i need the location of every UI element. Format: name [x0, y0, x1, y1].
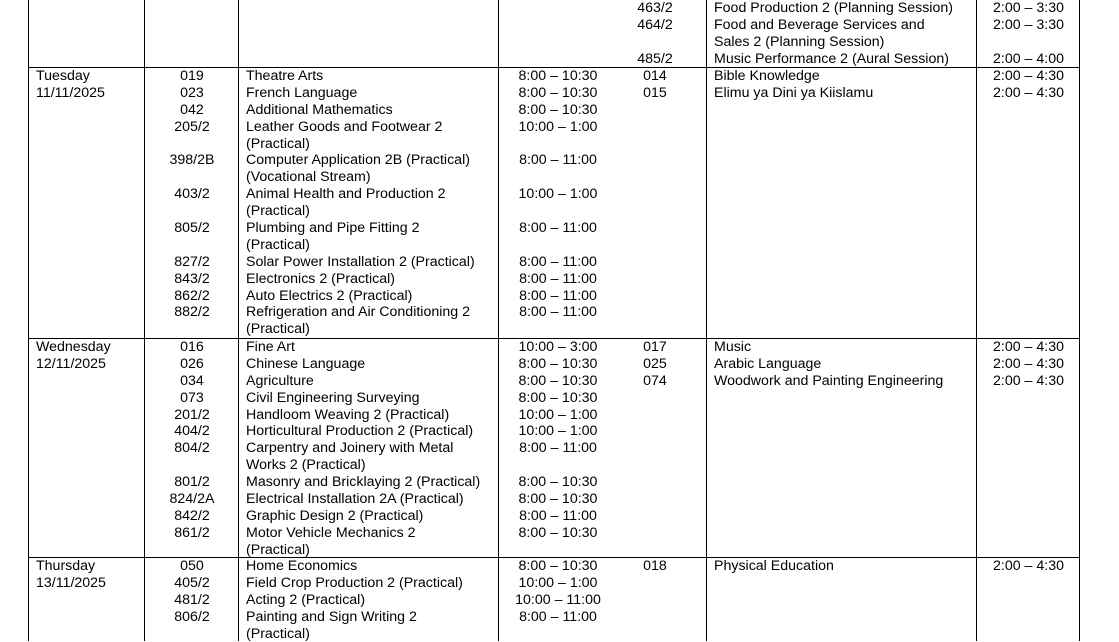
subject-line: (Practical): [246, 321, 310, 338]
paper-code: [618, 34, 692, 51]
afternoon-subject-cell: [714, 68, 976, 102]
time-slot: 2:00 – 4:00: [993, 50, 1064, 67]
paper-code: 205/2: [174, 118, 210, 135]
subject-line: Motor Vehicle Mechanics 2: [246, 524, 416, 541]
time-slot: [499, 203, 617, 220]
paper-code: 843/2: [174, 270, 210, 287]
time-slot: 8:00 – 10:30: [518, 558, 598, 574]
time-slot: 8:00 – 11:00: [519, 270, 597, 287]
time-slot: 2:00 – 3:30: [993, 16, 1064, 33]
subject-line: Agriculture: [246, 372, 314, 389]
exam-date: 12/11/2025: [36, 355, 106, 372]
subject-line: Animal Health and Production 2: [246, 186, 446, 203]
time-slot: 8:00 – 11:00: [519, 440, 597, 457]
time-slot: 8:00 – 10:30: [518, 101, 598, 118]
time-slot: 8:00 – 10:30: [518, 84, 598, 101]
morning-subject-cell: [246, 68, 498, 338]
time-slot: 8:00 – 11:00: [519, 287, 597, 304]
time-slot: [977, 34, 1080, 51]
morning-code-cell: [146, 339, 238, 559]
exam-date: 11/11/2025: [36, 84, 105, 101]
subject-line: Theatre Arts: [246, 68, 324, 84]
afternoon-code-cell: [618, 68, 692, 102]
day-name: Tuesday: [36, 68, 90, 84]
paper-code: 827/2: [174, 253, 210, 270]
time-slot: 8:00 – 11:00: [519, 304, 597, 321]
paper-code: 073: [180, 389, 204, 406]
afternoon-time-cell: [977, 558, 1080, 575]
paper-code: 806/2: [174, 608, 210, 625]
time-slot: 8:00 – 10:30: [518, 389, 598, 406]
time-slot: 2:00 – 4:30: [993, 355, 1064, 372]
subject-line: Computer Application 2B (Practical): [246, 152, 470, 169]
paper-code: 404/2: [174, 423, 210, 440]
paper-code: 805/2: [174, 220, 210, 237]
time-slot: [499, 169, 617, 186]
afternoon-subject-cell: [714, 339, 976, 390]
time-slot: 8:00 – 10:30: [518, 372, 598, 389]
paper-code: 014: [643, 68, 667, 84]
time-slot: 10:00 – 1:00: [518, 118, 598, 135]
column-divider: [238, 0, 239, 641]
paper-code: 026: [180, 355, 204, 372]
paper-code: 023: [180, 84, 204, 101]
morning-time-cell: [499, 558, 617, 642]
time-slot: 2:00 – 3:30: [993, 0, 1064, 16]
afternoon-time-cell: [977, 339, 1080, 390]
time-slot: [499, 136, 617, 153]
afternoon-code-cell: [618, 339, 692, 390]
paper-code: 861/2: [174, 524, 210, 541]
subject-line: Woodwork and Painting Engineering: [714, 372, 944, 389]
time-slot: 8:00 – 11:00: [519, 220, 597, 237]
subject-line: Handloom Weaving 2 (Practical): [246, 406, 450, 423]
subject-line: Electrical Installation 2A (Practical): [246, 491, 464, 508]
subject-line: (Practical): [246, 541, 310, 558]
paper-code: 015: [643, 84, 667, 101]
subject-line: (Vocational Stream): [246, 169, 371, 186]
subject-line: Works 2 (Practical): [246, 457, 366, 474]
subject-line: Electronics 2 (Practical): [246, 270, 396, 287]
paper-code: 074: [643, 372, 667, 389]
subject-line: Refrigeration and Air Conditioning 2: [246, 304, 470, 321]
paper-code: [146, 203, 238, 220]
morning-time-cell: [499, 68, 617, 338]
paper-code: 018: [643, 558, 667, 574]
day-date-cell: [36, 558, 144, 592]
time-slot: 2:00 – 4:30: [993, 68, 1064, 84]
table-border-left: [28, 0, 29, 641]
time-slot: 10:00 – 1:00: [518, 574, 598, 591]
morning-subject-cell: [246, 339, 498, 559]
afternoon-code-cell: [618, 0, 692, 68]
time-slot: 10:00 – 1:00: [518, 186, 598, 203]
paper-code: 034: [180, 372, 204, 389]
subject-line: Music Performance 2 (Aural Session): [714, 50, 949, 67]
day-date-cell: [36, 68, 144, 102]
afternoon-time-cell: [977, 0, 1080, 68]
morning-code-cell: [146, 68, 238, 338]
paper-code: 882/2: [174, 304, 210, 321]
day-name: Thursday: [36, 558, 96, 574]
paper-code: 042: [180, 101, 204, 118]
afternoon-subject-cell: [714, 558, 976, 575]
paper-code: 824/2A: [169, 491, 215, 508]
paper-code: [146, 136, 238, 153]
subject-line: Bible Knowledge: [714, 68, 820, 84]
paper-code: 016: [180, 339, 204, 355]
paper-code: 801/2: [174, 474, 210, 491]
subject-line: Acting 2 (Practical): [246, 591, 366, 608]
paper-code: 017: [643, 339, 667, 355]
afternoon-subject-cell: [714, 0, 976, 68]
time-slot: 8:00 – 11:00: [519, 507, 597, 524]
day-date-cell: [36, 339, 144, 373]
subject-line: Civil Engineering Surveying: [246, 389, 420, 406]
column-divider: [706, 0, 707, 641]
column-divider: [144, 0, 145, 641]
time-slot: [499, 542, 617, 559]
paper-code: 398/2B: [169, 152, 215, 169]
subject-line: Carpentry and Joinery with Metal: [246, 440, 454, 457]
paper-code: 201/2: [174, 406, 210, 423]
paper-code: [146, 169, 238, 186]
time-slot: 10:00 – 3:00: [518, 339, 598, 355]
subject-line: Food and Beverage Services and: [714, 16, 925, 33]
morning-subject-cell: [246, 558, 498, 642]
subject-line: (Practical): [246, 135, 310, 152]
afternoon-code-cell: [618, 558, 692, 575]
time-slot: 2:00 – 4:30: [993, 339, 1064, 355]
subject-line: Home Economics: [246, 558, 358, 574]
time-slot: 2:00 – 4:30: [993, 84, 1064, 101]
time-slot: [499, 457, 617, 474]
subject-line: French Language: [246, 84, 358, 101]
paper-code: 025: [643, 355, 667, 372]
morning-code-cell: [146, 558, 238, 642]
subject-line: Fine Art: [246, 339, 295, 355]
paper-code: 405/2: [174, 574, 210, 591]
subject-line: Sales 2 (Planning Session): [714, 33, 885, 50]
paper-code: 463/2: [637, 0, 673, 16]
paper-code: 485/2: [637, 50, 673, 67]
time-slot: 8:00 – 11:00: [519, 152, 597, 169]
paper-code: [146, 626, 238, 642]
subject-line: Music: [714, 339, 752, 355]
subject-line: (Practical): [246, 625, 310, 642]
time-slot: 8:00 – 10:30: [518, 524, 598, 541]
subject-line: Auto Electrics 2 (Practical): [246, 287, 413, 304]
paper-code: 804/2: [174, 440, 210, 457]
subject-line: Food Production 2 (Planning Session): [714, 0, 953, 16]
paper-code: 403/2: [174, 186, 210, 203]
paper-code: 050: [180, 558, 204, 574]
subject-line: Graphic Design 2 (Practical): [246, 507, 424, 524]
time-slot: 8:00 – 11:00: [519, 608, 597, 625]
paper-code: 464/2: [637, 16, 673, 33]
subject-line: Solar Power Installation 2 (Practical): [246, 253, 475, 270]
time-slot: 10:00 – 1:00: [518, 423, 598, 440]
paper-code: 862/2: [174, 287, 210, 304]
paper-code: [146, 237, 238, 254]
subject-line: Elimu ya Dini ya Kiislamu: [714, 84, 874, 101]
paper-code: [146, 457, 238, 474]
subject-line: Arabic Language: [714, 355, 822, 372]
afternoon-time-cell: [977, 68, 1080, 102]
day-name: Wednesday: [36, 339, 111, 355]
subject-line: Physical Education: [714, 558, 834, 574]
subject-line: (Practical): [246, 236, 310, 253]
time-slot: 2:00 – 4:30: [993, 558, 1064, 574]
subject-line: Masonry and Bricklaying 2 (Practical): [246, 474, 481, 491]
subject-line: Chinese Language: [246, 355, 366, 372]
subject-line: Horticultural Production 2 (Practical): [246, 423, 474, 440]
time-slot: 8:00 – 10:30: [518, 355, 598, 372]
paper-code: 842/2: [174, 507, 210, 524]
subject-line: Additional Mathematics: [246, 101, 393, 118]
time-slot: [499, 321, 617, 338]
subject-line: Plumbing and Pipe Fitting 2: [246, 220, 420, 237]
subject-line: (Practical): [246, 203, 310, 220]
paper-code: 481/2: [174, 591, 210, 608]
time-slot: 8:00 – 10:30: [518, 68, 598, 84]
subject-line: Painting and Sign Writing 2: [246, 608, 417, 625]
paper-code: [146, 542, 238, 559]
subject-line: Leather Goods and Footwear 2: [246, 118, 443, 135]
time-slot: 10:00 – 1:00: [518, 406, 598, 423]
time-slot: 8:00 – 10:30: [518, 491, 598, 508]
time-slot: [499, 626, 617, 642]
time-slot: 10:00 – 11:00: [515, 591, 601, 608]
paper-code: 019: [180, 68, 204, 84]
time-slot: 8:00 – 10:30: [518, 474, 598, 491]
time-slot: [499, 237, 617, 254]
time-slot: 8:00 – 11:00: [519, 253, 597, 270]
morning-time-cell: [499, 339, 617, 559]
subject-line: Field Crop Production 2 (Practical): [246, 574, 463, 591]
time-slot: 2:00 – 4:30: [993, 372, 1064, 389]
exam-date: 13/11/2025: [36, 574, 106, 591]
paper-code: [146, 321, 238, 338]
